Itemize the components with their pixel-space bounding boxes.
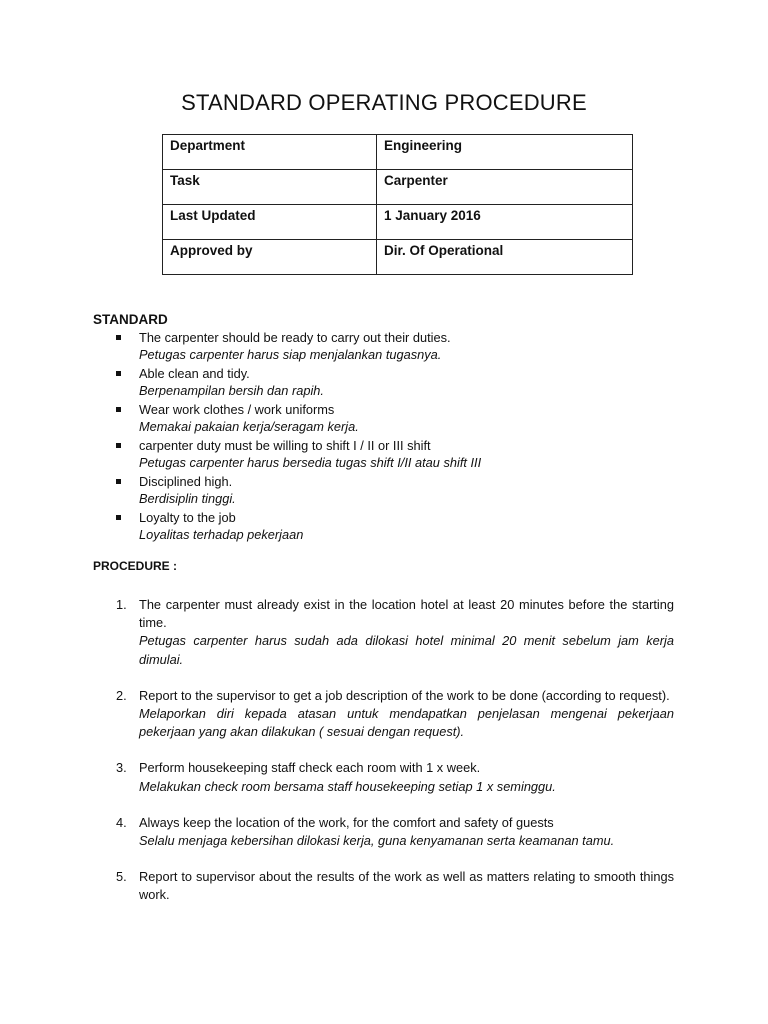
list-item — [116, 401, 676, 436]
procedure-item-text: Perform housekeeping staff check each room with 1 x week. — [139, 760, 481, 776]
table-row — [163, 205, 633, 240]
standard-list — [116, 329, 676, 545]
list-item — [116, 329, 676, 364]
info-table — [162, 134, 633, 275]
procedure-item-translation: Melaporkan diri kepada atasan untuk mendapatkan penjelasan mengenai pekerjaan pekerjaan yang akan dilakukan ( sesuai dengan request). — [139, 706, 674, 740]
list-item — [116, 437, 676, 472]
list-item — [116, 596, 674, 669]
procedure-item-text: Always keep the location of the work, for the comfort and safety of guests — [139, 814, 554, 830]
procedure-number: 3. — [116, 760, 127, 776]
procedure-item-text: Report to supervisor about the results of the work as well as matters relating to smooth things work. — [139, 869, 674, 903]
standard-item-text: Disciplined high. — [139, 474, 233, 489]
bullet-icon — [116, 335, 121, 340]
standard-item-translation: Memakai pakaian kerja/seragam kerja. — [139, 419, 359, 434]
info-value-approved-by: Dir. Of Operational — [377, 240, 633, 275]
list-item — [116, 814, 674, 850]
table-row — [163, 240, 633, 275]
list-item — [116, 473, 676, 508]
info-label-task: Task — [163, 170, 377, 205]
table-row — [163, 135, 633, 170]
info-label-department: Department — [163, 135, 377, 170]
list-item — [116, 687, 674, 742]
standard-item-translation: Loyalitas terhadap pekerjaan — [139, 527, 304, 542]
procedure-heading: PROCEDURE : — [93, 559, 178, 573]
info-value-department: Engineering — [377, 135, 633, 170]
bullet-icon — [116, 407, 121, 412]
standard-item-translation: Berdisiplin tinggi. — [139, 491, 236, 506]
info-value-last-updated: 1 January 2016 — [377, 205, 633, 240]
document-title: STANDARD OPERATING PROCEDURE — [181, 90, 587, 115]
bullet-icon — [116, 371, 121, 376]
procedure-item-translation: Melakukan check room bersama staff housekeeping setiap 1 x seminggu. — [139, 778, 556, 794]
standard-heading: STANDARD — [93, 312, 168, 327]
standard-item-translation: Berpenampilan bersih dan rapih. — [139, 383, 324, 398]
bullet-icon — [116, 443, 121, 448]
procedure-list — [116, 596, 674, 923]
procedure-item-text: The carpenter must already exist in the location hotel at least 20 minutes before the starting time. — [139, 597, 674, 631]
list-item — [116, 365, 676, 400]
info-value-task: Carpenter — [377, 170, 633, 205]
procedure-number: 4. — [116, 814, 127, 830]
standard-item-text: The carpenter should be ready to carry out their duties. — [139, 330, 451, 345]
standard-item-text: Able clean and tidy. — [139, 366, 250, 381]
standard-item-text: Wear work clothes / work uniforms — [139, 402, 335, 417]
procedure-number: 5. — [116, 869, 127, 885]
list-item — [116, 509, 676, 544]
procedure-number: 2. — [116, 687, 127, 703]
standard-item-text: Loyalty to the job — [139, 510, 236, 525]
bullet-icon — [116, 479, 121, 484]
procedure-number: 1. — [116, 597, 127, 612]
list-item — [116, 868, 674, 904]
standard-item-text: carpenter duty must be willing to shift I / II or III shift — [139, 438, 431, 453]
standard-item-translation: Petugas carpenter harus siap menjalankan tugasnya. — [139, 347, 442, 362]
list-item — [116, 759, 674, 795]
procedure-item-translation: Selalu menjaga kebersihan dilokasi kerja, guna kenyamanan serta keamanan tamu. — [139, 833, 615, 849]
procedure-item-translation: Petugas carpenter harus sudah ada dilokasi hotel minimal 20 menit sebelum jam kerja dimulai. — [139, 633, 674, 667]
standard-item-translation: Petugas carpenter harus bersedia tugas shift I/II atau shift III — [139, 455, 482, 470]
procedure-item-text: Report to the supervisor to get a job description of the work to be done (according to request). — [139, 687, 670, 703]
table-row — [163, 170, 633, 205]
info-label-last-updated: Last Updated — [163, 205, 377, 240]
info-label-approved-by: Approved by — [163, 240, 377, 275]
bullet-icon — [116, 515, 121, 520]
